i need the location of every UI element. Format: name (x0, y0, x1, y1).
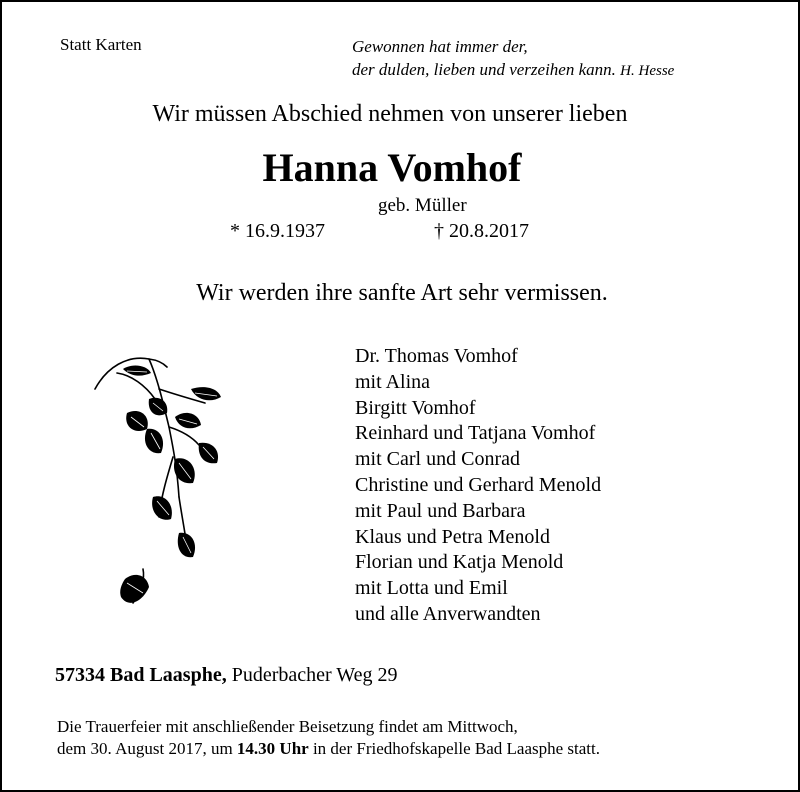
mourners-list (355, 344, 601, 628)
list-item: mit Lotta und Emil (355, 577, 508, 600)
address-city: 57334 Bad Laasphe, (55, 664, 227, 686)
list-item: mit Paul und Barbara (355, 499, 526, 522)
quote-line-2 (352, 58, 674, 83)
list-item: mit Carl und Conrad (355, 448, 520, 471)
death-date: † 20.8.2017 (434, 220, 529, 242)
ceremony-place-text: in der Friedhofskapelle Bad Laasphe statt. (308, 739, 600, 758)
list-item: Dr. Thomas Vomhof (355, 345, 518, 367)
hesse-quote (352, 35, 674, 83)
address-street: Puderbacher Weg 29 (231, 664, 398, 686)
list-item: Reinhard und Tatjana Vomhof (355, 422, 596, 445)
ceremony-info (57, 716, 600, 760)
list-item: Klaus und Petra Menold (355, 525, 550, 548)
list-item: mit Alina (355, 370, 430, 393)
ceremony-line-2 (57, 738, 600, 760)
list-item: und alle Anverwandten (355, 602, 541, 625)
address (55, 664, 397, 687)
list-item: Christine und Gerhard Menold (355, 473, 602, 496)
list-item: Florian und Katja Menold (355, 551, 564, 574)
motto-text: Wir werden ihre sanfte Art sehr vermissen. (196, 280, 608, 306)
birch-branch-icon (87, 347, 237, 622)
intro-text: Wir müssen Abschied nehmen von unserer lieben (152, 101, 628, 127)
quote-line-1: Gewonnen hat immer der, (352, 37, 528, 56)
list-item: Birgitt Vomhof (355, 396, 476, 419)
quote-author: H. Hesse (620, 63, 675, 79)
ceremony-date-text: dem 30. August 2017, um (57, 739, 237, 758)
ceremony-time: 14.30 Uhr (236, 739, 309, 758)
birth-date: * 16.9.1937 (230, 220, 325, 242)
deceased-name: Hanna Vomhof (262, 145, 522, 190)
statt-karten-label: Statt Karten (60, 35, 142, 54)
birth-name: geb. Müller (378, 195, 467, 216)
ceremony-line-1: Die Trauerfeier mit anschließender Beisetzung findet am Mittwoch, (57, 717, 518, 736)
quote-line-2-text: der dulden, lieben und verzeihen kann. (352, 60, 616, 79)
